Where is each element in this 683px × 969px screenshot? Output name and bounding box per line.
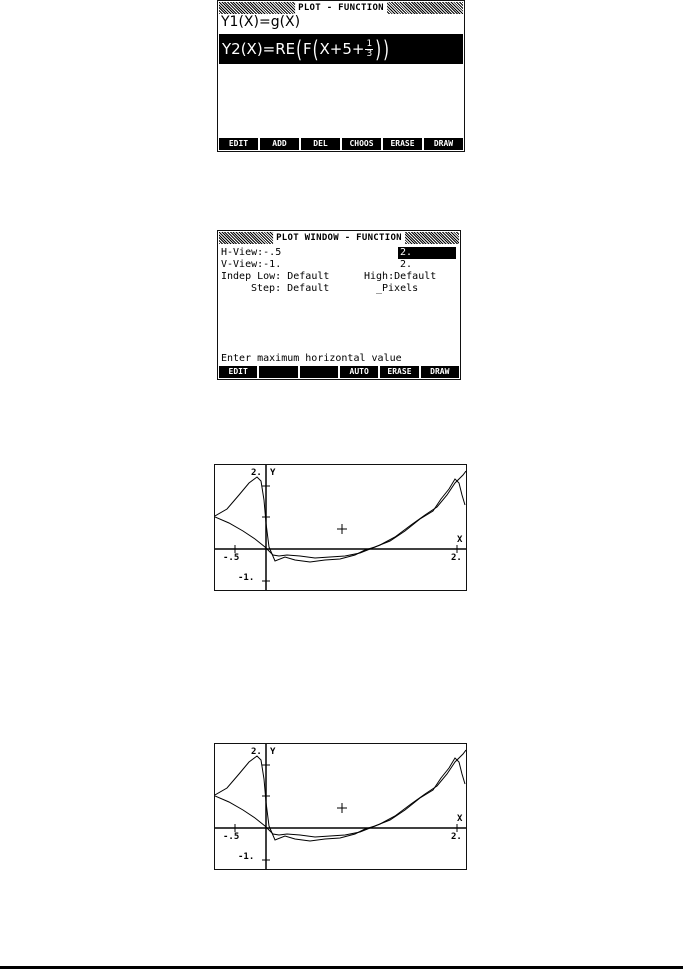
y-min-label: -1. bbox=[238, 573, 255, 583]
title-bar bbox=[219, 232, 459, 244]
softkey-draw[interactable]: DRAW bbox=[421, 366, 459, 378]
softkey-edit[interactable]: EDIT bbox=[219, 138, 258, 150]
h-view-max-row bbox=[398, 247, 456, 259]
fraction-denominator: 3 bbox=[366, 49, 373, 59]
y-axis-label: Y bbox=[270, 747, 276, 757]
indep-low-field[interactable]: Default bbox=[287, 271, 330, 282]
close-paren: ) bbox=[383, 35, 389, 63]
pixels-checkbox[interactable]: _Pixels bbox=[376, 283, 419, 294]
title-bar bbox=[219, 2, 463, 14]
high-label: High: bbox=[364, 271, 395, 282]
plot-canvas bbox=[215, 465, 466, 590]
softkey-erase[interactable]: ERASE bbox=[380, 366, 418, 378]
v-view-max-field[interactable]: 2. bbox=[400, 259, 413, 270]
v-view-min-field[interactable]: -1. bbox=[263, 259, 282, 270]
softkey-blank-1 bbox=[259, 366, 297, 378]
prompt-line bbox=[221, 353, 402, 365]
softkey-choos[interactable]: CHOOS bbox=[342, 138, 381, 150]
softkey-erase[interactable]: ERASE bbox=[383, 138, 422, 150]
softkey-menu bbox=[219, 366, 459, 378]
h-view-row bbox=[221, 247, 281, 259]
prompt-text: Enter maximum horizontal value bbox=[221, 353, 402, 364]
open-paren-inner: ( bbox=[312, 35, 319, 63]
softkey-menu bbox=[219, 138, 463, 150]
pixels-row bbox=[376, 283, 418, 295]
plot-graph-screen-1[interactable] bbox=[214, 464, 467, 591]
high-row bbox=[364, 271, 436, 283]
screen-title: PLOT - FUNCTION bbox=[295, 2, 387, 14]
y-max-label: 2. bbox=[251, 747, 262, 757]
plot-window-screen bbox=[217, 230, 461, 380]
curve-y2 bbox=[215, 750, 466, 837]
x-axis-label: X bbox=[457, 814, 463, 824]
indep-low-label: Indep Low: bbox=[221, 271, 282, 282]
y-axis-label: Y bbox=[270, 468, 276, 478]
h-view-max-field[interactable]: 2. bbox=[398, 247, 456, 259]
fraction bbox=[365, 40, 373, 59]
v-view-row bbox=[221, 259, 281, 271]
x-max-label: 2. bbox=[451, 832, 462, 842]
screen-title: PLOT WINDOW - FUNCTION bbox=[273, 232, 405, 244]
softkey-del[interactable]: DEL bbox=[301, 138, 340, 150]
equation-y2-selected[interactable] bbox=[219, 34, 463, 64]
x-axis-label: X bbox=[457, 535, 463, 545]
v-view-max-row bbox=[400, 259, 412, 271]
step-field[interactable]: Default bbox=[287, 283, 330, 294]
softkey-draw[interactable]: DRAW bbox=[424, 138, 463, 150]
x-min-label: -.5 bbox=[223, 832, 240, 842]
fraction-numerator: 1 bbox=[366, 39, 373, 49]
plot-graph-screen-2[interactable] bbox=[214, 743, 467, 870]
h-view-min-field[interactable]: -.5 bbox=[263, 247, 282, 258]
eq2-prefix: Y2(X)=RE bbox=[222, 40, 296, 58]
h-view-label: H-View: bbox=[221, 247, 264, 258]
plot-canvas bbox=[215, 744, 466, 869]
softkey-add[interactable]: ADD bbox=[260, 138, 299, 150]
softkey-auto[interactable]: AUTO bbox=[340, 366, 378, 378]
open-paren: ( bbox=[296, 35, 303, 63]
softkey-edit[interactable]: EDIT bbox=[219, 366, 257, 378]
step-label: Step: bbox=[251, 283, 282, 294]
eq2-argument: X+5+ bbox=[319, 40, 365, 58]
v-view-label: V-View: bbox=[221, 259, 264, 270]
equation-y2[interactable] bbox=[222, 35, 390, 63]
x-max-label: 2. bbox=[451, 553, 462, 563]
softkey-blank-2 bbox=[300, 366, 338, 378]
high-field[interactable]: Default bbox=[394, 271, 437, 282]
eq2-function: F bbox=[303, 40, 312, 58]
curve-y2 bbox=[215, 471, 466, 558]
close-paren-inner: ) bbox=[375, 35, 382, 63]
x-min-label: -.5 bbox=[223, 553, 240, 563]
y-max-label: 2. bbox=[251, 468, 262, 478]
step-row bbox=[251, 283, 329, 295]
indep-low-row bbox=[221, 271, 329, 283]
equation-y1[interactable]: Y1(X)=g(X) bbox=[221, 14, 301, 30]
plot-function-screen bbox=[217, 0, 465, 152]
y-min-label: -1. bbox=[238, 852, 255, 862]
